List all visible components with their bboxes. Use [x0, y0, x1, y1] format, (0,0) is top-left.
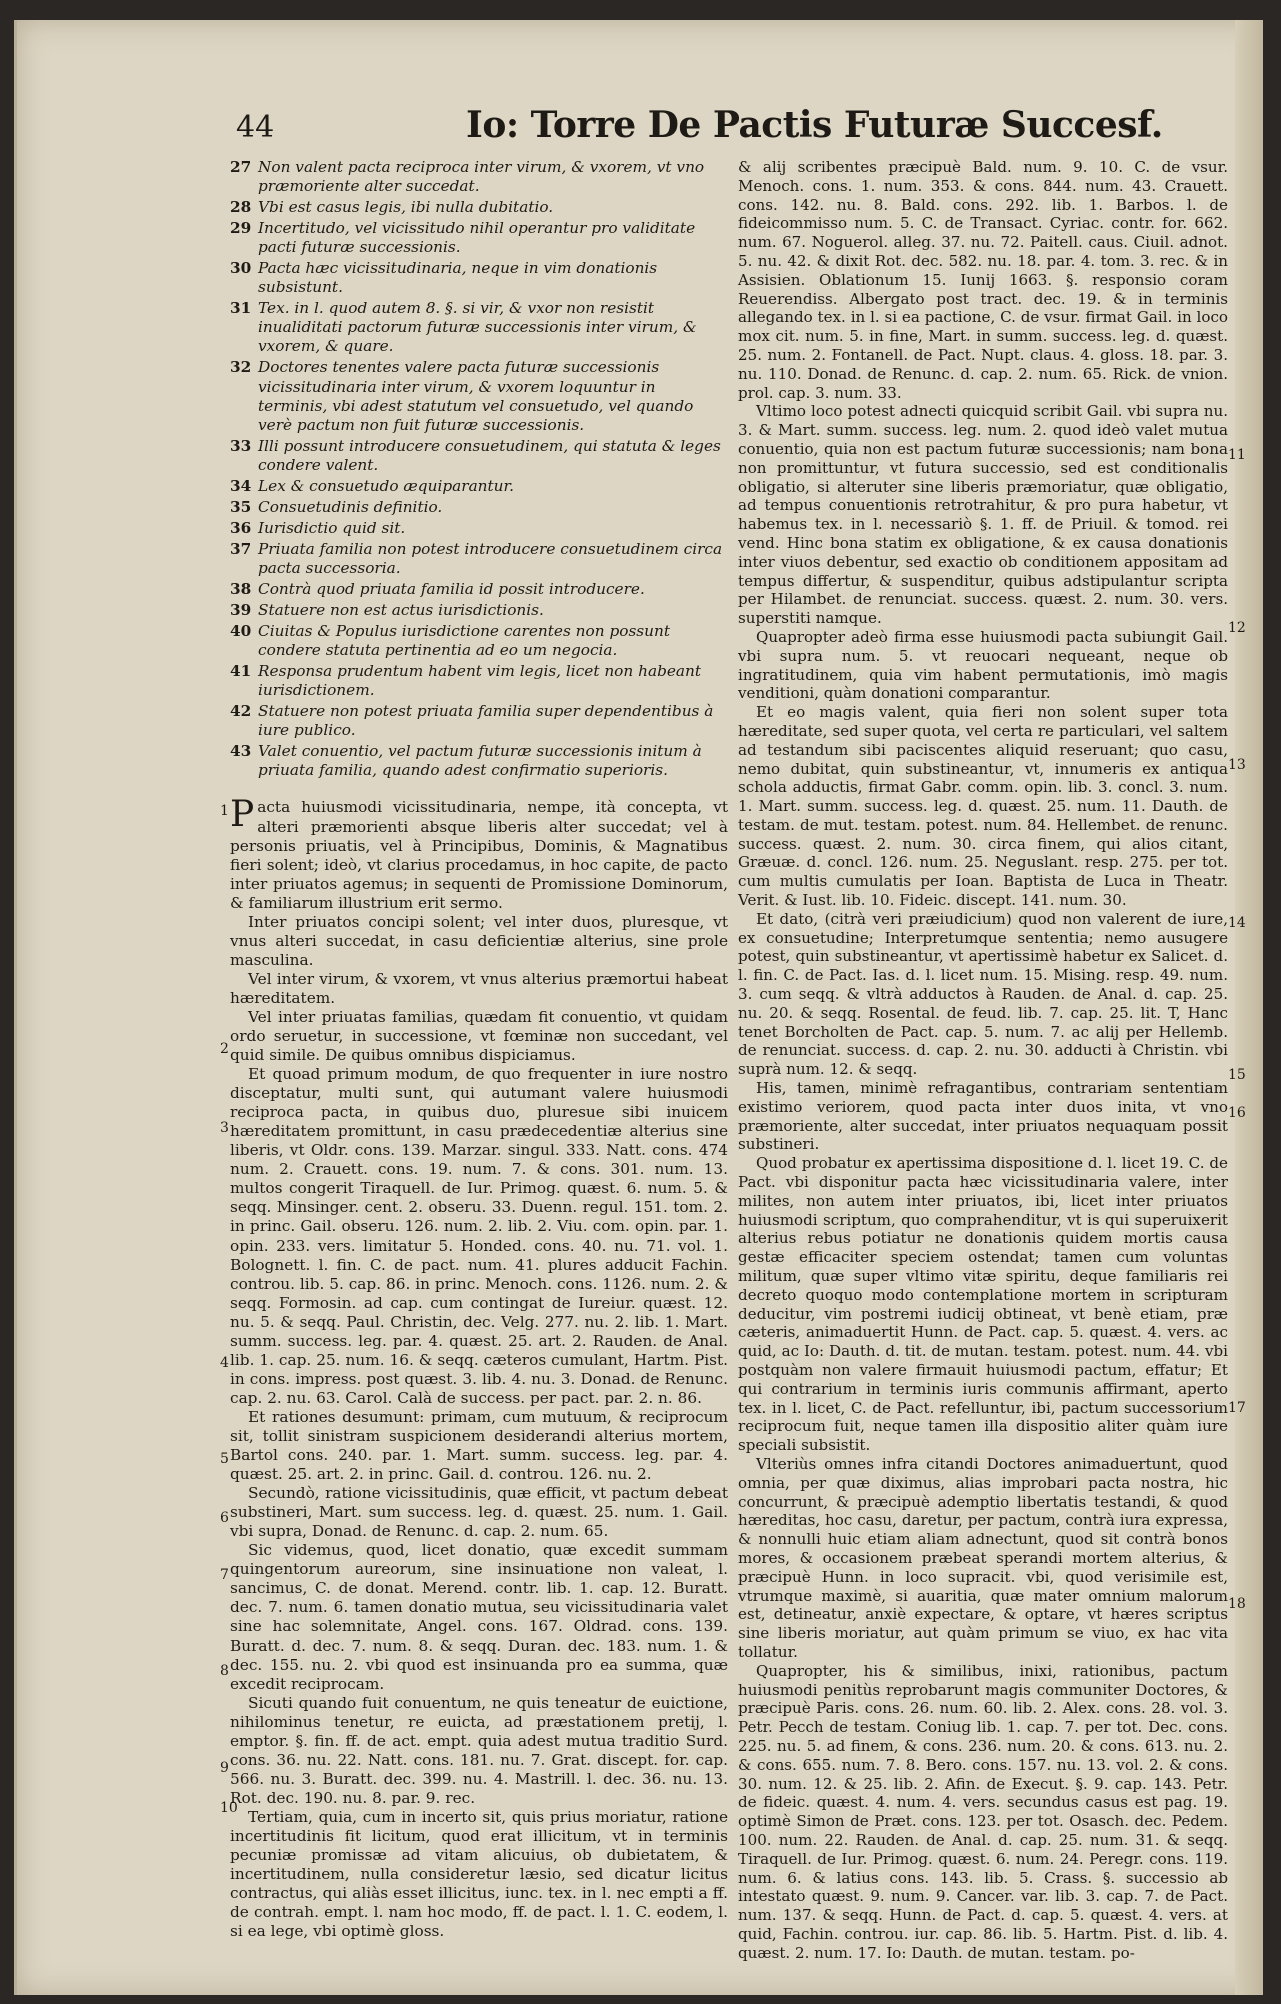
summary-item: 35 Consuetudinis definitio.	[230, 497, 443, 516]
summary-item: 40 Ciuitas & Populus iurisdictione carentes non possunt condere statuta pertinentia ad eo um negocia.	[230, 622, 670, 660]
summary-item: 31 Tex. in l. quod autem 8. §. si vir, & vxor non resistit inualiditati pactorum futuræ successionis inter virum, & vxorem, & quare.	[230, 299, 697, 356]
summary-item: 41 Responsa prudentum habent vim legis, licet non habeant iurisdictionem.	[230, 662, 702, 700]
summary-item: 27 Non valent pacta reciproca inter virum, & vxorem, vt vno præmoriente alter succedat.	[230, 158, 705, 196]
body-paragraph: Secundò, ratione vicissitudinis, quæ efficit, vt pactum debeat substineri, Mart. sum success. leg. d. quæst. 25. num. 1. Gail. vbi supra, Donad. de Renunc. d. cap. 2. num. 65.	[230, 1484, 728, 1541]
margin-number: 3	[220, 1120, 229, 1136]
margin-number: 11	[1228, 447, 1246, 463]
body-paragraph: Vel inter virum, & vxorem, vt vnus alterius præmortui habeat hæreditatem.	[230, 969, 728, 1007]
body-paragraph: Sicuti quando fuit conuentum, ne quis teneatur de euictione, nihilominus tenetur, re euicta, ad præstationem pretij, l. emptor. §. fin. ff. de act. empt. quia adest mutua traditio Surd. cons. 36. nu. 22. Natt. cons. 181. nu. 7. Grat. discept. for. cap. 566. nu. 3. Buratt. dec. 399. nu. 4. Mastrill. l. dec. 36. nu. 13. Rot. dec. 190. nu. 8. par. 9. rec.	[230, 1693, 728, 1807]
body-paragraph: Vel inter priuatas familias, quædam fit conuentio, vt quidam ordo seruetur, in successione, vt fœminæ non succedant, vel quid simile. De quibus omnibus dispiciamus.	[230, 1007, 728, 1065]
body-paragraph: Et quoad primum modum, de quo frequenter in iure nostro disceptatur, multi sunt, qui autumant valere huiusmodi reciproca pacta, in quibus duo, pluresue sibi inuicem hæreditatem promittunt, in casu prædecedentiæ alterius sine liberis, vt Oldr. cons. 139. Marzar. singul. 333. Natt. cons. 474 num. 2. Crauett. cons. 19. num. 7. & cons. 301. num. 13. multos congerit Tiraquell. de Iur. Primog. quæst. 6. num. 5. & seqq. Minsinger. cent. 2. obseru. 33. Duenn. regul. 151. tom. 2. in princ. Gail. obseru. 126. num. 2. lib. 2. Viu. com. opin. par. 1. opin. 233. vers. limitatur 5. Honded. cons. 40. nu. 71. vol. 1. Bolognett. l. fin. C. de pact. num. 41. plures adducit Fachin. controu. lib. 5. cap. 86. in princ. Menoch. cons. 1126. num. 2. & seqq. Formosin. ad cap. cum contingat de Iureiur. quæst. 12. nu. 5. & seqq. Paul. Christin, dec. Velg. 277. nu. 2. lib. 1. Mart. summ. success. leg. par. 4. quæst. 25. art. 2. Rauden. de Anal. lib. 1. cap. 25. num. 16. & seqq. cæteros cumulant, Hartm. Pist. in cons. impress. post quæst. 3. lib. 4. nu. 3. Donad. de Renunc. cap. 2. nu. 63. Carol. Calà de success. per pact. par. 2. n. 86.	[230, 1065, 728, 1407]
summary-item: 43 Valet conuentio, vel pactum futuræ successionis initum à priuata familia, quando adest confirmatio superioris.	[230, 742, 702, 780]
body-paragraph: Tertiam, quia, cum in incerto sit, quis prius moriatur, ratione incertitudinis fit licitum, quod erat illicitum, vt in terminis pecuniæ promissæ ad vitam alicuius, ob dubietatem, & incertitudinem, nulla consideretur læsio, sed dicatur licitus contractus, qui aliàs esset illicitus, iunc. tex. in l. nec empti a ff. de contrah. empt. l. nam hoc modo, ff. de pact. l. 1. C. eodem, l. si ea lege, vbi optimè gloss.	[230, 1807, 728, 1941]
body-paragraph: Sic videmus, quod, licet donatio, quæ excedit summam quingentorum aureorum, sine insinuatione non valeat, l. sancimus, C. de donat. Merend. contr. lib. 1. cap. 12. Buratt. dec. 7. num. 6. tamen donatio mutua, seu vicissitudinaria valet sine hac solemnitate, Angel. cons. 167. Oldrad. cons. 139. Buratt. d. dec. 7. num. 8. & seqq. Duran. dec. 183. num. 1. & dec. 155. nu. 2. vbi quod est insinuanda pro ea summa, quæ excedit reciprocam.	[230, 1541, 728, 1693]
margin-number: 12	[1228, 620, 1246, 636]
summary-item: 29 Incertitudo, vel vicissitudo nihil operantur pro validitate pacti futuræ successionis.	[230, 219, 696, 257]
body-paragraph: His, tamen, minimè refragantibus, contrariam sententiam existimo veriorem, quod pacta inter duos inita, vt vno præmoriente, alter succedat, inter priuatos nequaquam possit substineri.	[738, 1079, 1228, 1154]
body-paragraph: Et eo magis valent, quia fieri non solent super tota hæreditate, sed super quota, vel certa re particulari, vel saltem ad testandum sibi paciscentes aliquid reseruant; quo casu, nemo dubitat, quin substineantur, vt, innumeris ex antiqua schola adductis, firmat Gabr. comm. opin. lib. 3. concl. 3. num. 1. Mart. summ. success. leg. d. quæst. 25. num. 11. Dauth. de testam. de mut. testam. potest. num. 84. Hellembet. de renunc. success. quæst. 2. num. 30. circa finem, qui alios citant, Græuæ. d. concl. 126. num. 25. Neguslant. resp. 275. per tot. cum multis cumulatis per Ioan. Baptista de Luca in Theatr. Verit. & Iust. lib. 10. Fideic. discept. 141. num. 30.	[738, 703, 1228, 910]
margin-number: 8	[220, 1663, 229, 1679]
summary-item: 34 Lex & consuetudo æquiparantur.	[230, 476, 515, 495]
body-paragraph: Inter priuatos concipi solent; vel inter duos, pluresque, vt vnus alteri succedat, in casu deficientiæ alterius, sine prole masculina.	[230, 912, 728, 969]
margin-number: 17	[1228, 1400, 1246, 1416]
summary-item: 32 Doctores tenentes valere pacta futuræ successionis vicissitudinaria inter virum, & vxorem loquuntur in terminis, vbi adest statutum vel consuetudo, vel quando verè pactum non fuit futuræ successionis.	[230, 358, 694, 434]
margin-number: 14	[1228, 915, 1246, 931]
page-number: 44	[236, 110, 275, 145]
running-title: Io: Torre De Pactis Futuræ Succesf.	[466, 104, 1163, 146]
body-paragraph: & alij scribentes præcipuè Bald. num. 9. 10. C. de vsur. Menoch. cons. 1. num. 353. & cons. 844. num. 43. Crauett. cons. 142. nu. 8. Bald. cons. 292. lib. 1. Barbos. l. de fideicommisso num. 5. C. de Transact. Cyriac. contr. for. 662. num. 67. Noguerol. alleg. 37. nu. 72. Paitell. caus. Ciuil. adnot. 5. nu. 42. & dixit Rot. dec. 582. nu. 18. par. 4. tom. 3. rec. & in Assisien. Oblationum 15. Iunij 1663. §. responsio coram Reuerendiss. Albergato post tract. dec. 19. & in terminis allegando tex. in l. si ea pactione, C. de vsur. firmat Gail. in loco mox cit. num. 5. in fine, Mart. in summ. success. leg. d. quæst. 25. num. 2. Fontanell. de Pact. Nupt. claus. 4. gloss. 18. par. 3. nu. 110. Donad. de Renunc. d. cap. 2. num. 65. Rick. de vnion. prol. cap. 3. num. 33.	[738, 158, 1228, 402]
margin-number: 6	[220, 1510, 229, 1526]
summary-item: 33 Illi possunt introducere consuetudinem, qui statuta & leges condere valent.	[230, 436, 721, 474]
margin-number: 5	[220, 1451, 229, 1467]
summary-item: 39 Statuere non est actus iurisdictionis.	[230, 601, 544, 620]
body-paragraph: Quod probatur ex apertissima dispositione d. l. licet 19. C. de Pact. vbi disponitur pacta hæc vicissitudinaria valere, inter milites, non autem inter priuatos, ibi, licet inter priuatos huiusmodi scriptum, quo comprahenditur, vt is qui superuixerit alterius rebus potiatur ne donationis quidem mortis causa gestæ efficaciter speciem ostendat; tamen cum voluntas militum, quæ super vltimo vitæ spiritu, deque familiaris rei decreto quoquo modo contemplatione mortem in scripturam deducitur, vim postremi iudicij obtineat, vt benè etiam, præ cæteris, animaduertit Hunn. de Pact. cap. 5. quæst. 4. vers. ac quid, ac Io: Dauth. d. tit. de mutan. testam. potest. num. 44. vbi postquàm non valere firmauit huiusmodi pactum, effatur; Et qui contrarium in terminis iuris communis affirmant, aperto tex. in l. licet, C. de Pact. refelluntur, ibi, pactum successorium reciprocum fuit, neque tamen illa dispositio aliter quàm iure speciali subsistit.	[738, 1154, 1228, 1455]
body-paragraph: Vlteriùs omnes infra citandi Doctores animaduertunt, quod omnia, per quæ diximus, alias improbari pacta nostra, hic concurrunt, & præcipuè ademptio libertatis testandi, & quod hæreditas, hoc casu, daretur, per pactum, contrà iura expressa, & nonnulli huic etiam aliam adnectunt, quod sit contrà bonos mores, & occasionem præbeat sperandi mortem alterius, & præcipuè Hunn. in loco supracit. vbi, quod verisimile est, vtrumque maximè, si auaritia, quæ mater omnium malorum est, detineatur, anxiè expectare, & optare, vt hæres scriptus sine liberis moriatur, aut quàm primum se viuo, ex hac vita tollatur.	[738, 1454, 1228, 1661]
margin-number: 1	[220, 803, 229, 819]
summary-item: 30 Pacta hæc vicissitudinaria, neque in vim donationis subsistunt.	[230, 259, 658, 297]
summary-item: 42 Statuere non potest priuata familia super dependentibus à iure publico.	[230, 702, 714, 740]
body-paragraph: Quapropter, his & similibus, inixi, rationibus, pactum huiusmodi penitùs reprobarunt magis communiter Doctores, & præcipuè Paris. cons. 26. num. 60. lib. 2. Alex. cons. 28. vol. 3. Petr. Pecch de testam. Coniug lib. 1. cap. 7. per tot. Dec. cons. 225. nu. 5. ad finem, & cons. 236. num. 20. & cons. 613. nu. 2. & cons. 655. num. 7. 8. Bero. cons. 157. nu. 13. vol. 2. & cons. 30. num. 12. & 25. lib. 2. Afin. de Execut. §. 9. cap. 143. Petr. de fideic. quæst. 4. num. 4. vers. secundus casus est pag. 19. optimè Simon de Præt. cons. 123. per tot. Osasch. dec. Pedem. 100. num. 22. Rauden. de Anal. d. cap. 25. num. 31. & seqq. Tiraquell. de Iur. Primog. quæst. 6. num. 24. Peregr. cons. 119. num. 6. & latius cons. 143. lib. 5. Crass. §. successio ab intestato quæst. 9. num. 9. Cancer. var. lib. 3. cap. 7. de Pact. num. 137. & seqq. Hunn. de Pact. d. cap. 5. quæst. 4. vers. at quid, Fachin. controu. iur. cap. 86. lib. 5. Hartm. Pist. d. lib. 4. quæst. 2. num. 17. Io: Dauth. de mutan. testam. po-	[738, 1661, 1228, 1962]
summary-item: 36 Iurisdictio quid sit.	[230, 518, 406, 537]
body-paragraph: Et rationes desumunt: primam, cum mutuum, & reciprocum sit, tollit sinistram suspicionem desiderandi alterius mortem, Bartol cons. 240. par. 1. Mart. summ. success. leg. par. 4. quæst. 25. art. 2. in princ. Gail. d. controu. 126. nu. 2.	[230, 1407, 728, 1484]
body-paragraph: Et dato, (citrà veri præiudicium) quod non valerent de iure, ex consuetudine; Interpretumque sententia; nemo ausugere potest, quin substineantur, vt apertissimè habetur ex Salicet. d. l. fin. C. de Pact. Ias. d. l. licet num. 15. Mising. resp. 49. num. 3. cum seqq. & vltrà adductos à Rauden. de Anal. d. cap. 25. nu. 20. & seqq. Rosental. de feud. lib. 7. cap. 25. lit. T, Hanc tenet Borcholten de Pact. cap. 5. num. 7. ac alij per Hellemb. de renunciat. success. d. cap. 2. nu. 30. adducti à Christin. vbi suprà num. 12. & seqq.	[738, 909, 1228, 1079]
summary-list	[230, 158, 728, 780]
page-edge	[1235, 20, 1263, 1995]
right-column	[738, 158, 1228, 1963]
margin-number: 18	[1228, 1596, 1246, 1612]
margin-number: 16	[1228, 1105, 1246, 1121]
left-column	[230, 158, 728, 1941]
margin-number: 13	[1228, 757, 1246, 773]
margin-number: 15	[1228, 1067, 1246, 1083]
margin-number: 10	[220, 1800, 238, 1816]
summary-item: 38 Contrà quod priuata familia id possit introducere.	[230, 579, 645, 598]
body-paragraph: Pacta huiusmodi vicissitudinaria, nempe, ità concepta, vt alteri præmorienti absque liberis alter succedat; vel à personis priuatis, vel à Principibus, Dominis, & Magnatibus fieri solent; ideò, vt clarius procedamus, in hoc capite, de pacto inter priuatos agemus; in sequenti de Promissione Dominorum, & familiarum illustrium erit sermo.	[230, 794, 728, 912]
summary-item: 37 Priuata familia non potest introducere consuetudinem circa pacta successoria.	[230, 539, 723, 577]
summary-item: 28 Vbi est casus legis, ibi nulla dubitatio.	[230, 198, 554, 217]
body-paragraph: Vltimo loco potest adnecti quicquid scribit Gail. vbi supra nu. 3. & Mart. summ. success. leg. num. 2. quod ideò valet mutua conuentio, quia non est pactum futuræ successionis; nam bona non promittuntur, vt futura successio, sed est conditionalis obligatio, si alteruter sine liberis præmoriatur, quæ obligatio, ad tempus conuentionis retrotrahitur, & pro pura habetur, vt habemus tex. in l. necessariò §. 1. ff. de Priuil. & tomod. rei vend. Hinc bona statim ex obligatione, & ex causa donationis inter viuos debentur, sed exactio ob conditionem appositam ad tempus differtur, & suspenditur, quibus adstipulantur scripta per Hilambet. de renunciat. success. quæst. 2. num. 30. vers. superstiti namque.	[738, 402, 1228, 628]
margin-number: 4	[220, 1355, 229, 1371]
margin-number: 9	[220, 1760, 229, 1776]
body-paragraph: Quapropter adeò firma esse huiusmodi pacta subiungit Gail. vbi supra num. 5. vt reuocari nequeant, neque ob ingratitudinem, quia vim habent permutationis, imò magis venditioni, quàm donationi comparantur.	[738, 627, 1228, 703]
margin-number: 2	[220, 1041, 229, 1057]
margin-number: 7	[220, 1567, 229, 1583]
page-header	[236, 104, 1236, 164]
